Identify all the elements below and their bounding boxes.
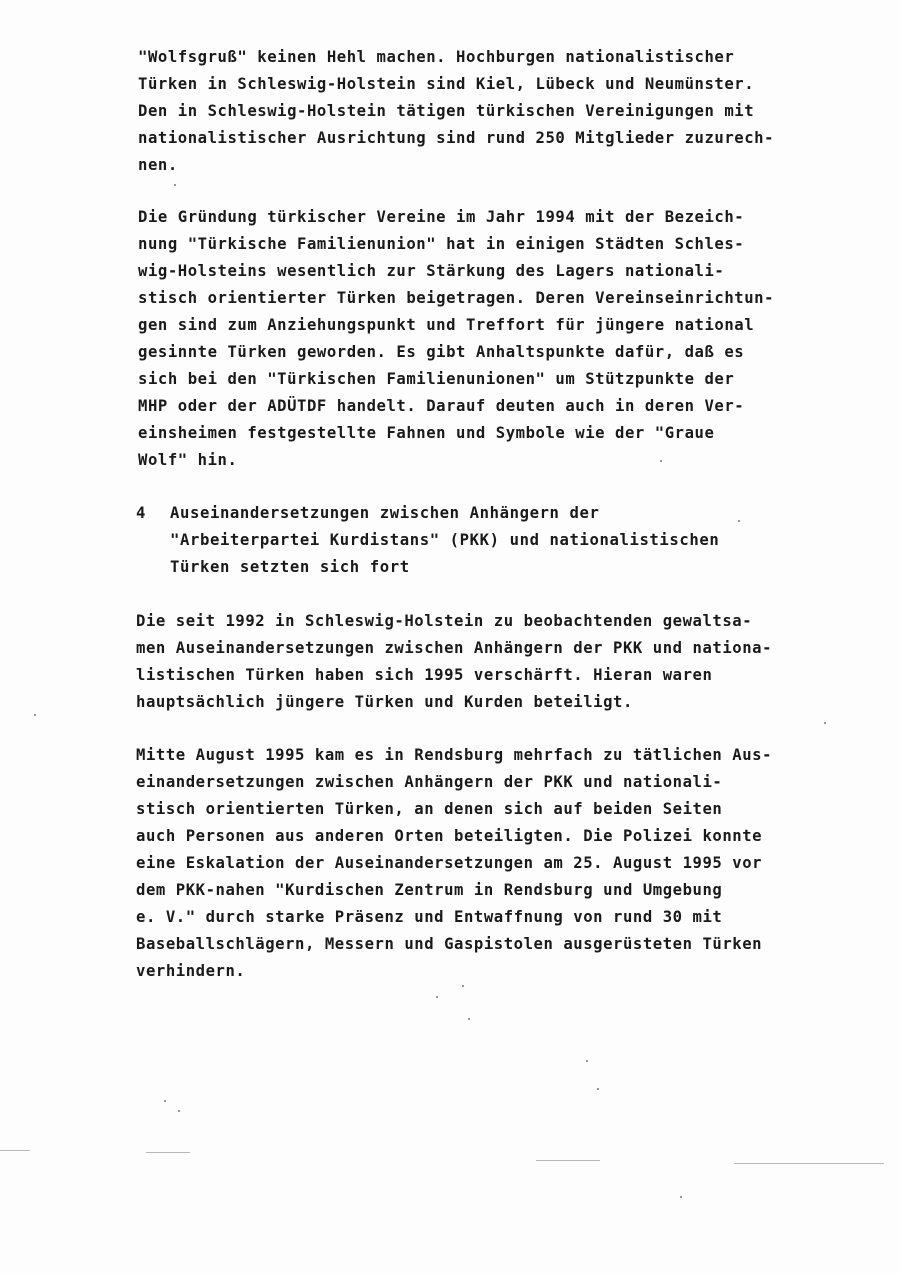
- scan-speck: [597, 1088, 599, 1090]
- scan-speck: [174, 184, 176, 186]
- paragraph-line: e. V." durch starke Präsenz und Entwaffnung von rund 30 mit: [136, 908, 723, 926]
- paragraph-line: sich bei den "Türkischen Familienunionen" um Stützpunkte der: [138, 370, 735, 388]
- paragraph-line: Die Gründung türkischer Vereine im Jahr 1994 mit der Bezeich-: [138, 208, 745, 226]
- paragraph-line: gesinnte Türken geworden. Es gibt Anhaltspunkte dafür, daß es: [138, 343, 745, 361]
- paragraph-line: verhindern.: [136, 962, 246, 980]
- scan-line: [0, 1150, 30, 1151]
- paragraph-line: Die seit 1992 in Schleswig-Holstein zu beobachtenden gewaltsa-: [136, 612, 753, 630]
- paragraph-line: nen.: [138, 156, 178, 174]
- paragraph-line: eine Eskalation der Auseinandersetzungen am 25. August 1995 vor: [136, 854, 763, 872]
- paragraph-line: dem PKK-nahen "Kurdischen Zentrum in Rendsburg und Umgebung: [136, 881, 723, 899]
- scan-speck: [660, 460, 662, 462]
- scan-speck: [468, 1018, 470, 1020]
- paragraph-line: wig-Holsteins wesentlich zur Stärkung des Lagers nationali-: [138, 262, 725, 280]
- paragraph-line: Baseballschlägern, Messern und Gaspistolen ausgerüsteten Türken: [136, 935, 763, 953]
- paragraph-line: stisch orientierter Türken beigetragen. Deren Vereinseinrichtun-: [138, 289, 775, 307]
- paragraph-line: listischen Türken haben sich 1995 verschärft. Hieran waren: [136, 666, 713, 684]
- section-title-line: "Arbeiterpartei Kurdistans" (PKK) und nationalistischen: [170, 531, 720, 549]
- paragraph-line: stisch orientierten Türken, an denen sich auf beiden Seiten: [136, 800, 723, 818]
- scan-line: [146, 1152, 190, 1153]
- scan-speck: [738, 520, 740, 522]
- paragraph-line: auch Personen aus anderen Orten beteiligten. Die Polizei konnte: [136, 827, 763, 845]
- paragraph-line: hauptsächlich jüngere Türken und Kurden beteiligt.: [136, 693, 633, 711]
- paragraph-line: MHP oder der ADÜTDF handelt. Darauf deuten auch in deren Ver-: [138, 397, 745, 415]
- scan-line: [536, 1160, 600, 1161]
- paragraph-line: nationalistischer Ausrichtung sind rund 250 Mitglieder zuzurech-: [138, 129, 775, 147]
- paragraph-line: Mitte August 1995 kam es in Rendsburg mehrfach zu tätlichen Aus-: [136, 746, 773, 764]
- paragraph-line: nung "Türkische Familienunion" hat in einigen Städten Schles-: [138, 235, 745, 253]
- paragraph-line: einsheimen festgestellte Fahnen und Symbole wie der "Graue: [138, 424, 715, 442]
- scan-speck: [436, 996, 438, 998]
- scan-speck: [586, 1060, 588, 1062]
- paragraph-line: "Wolfsgruß" keinen Hehl machen. Hochburgen nationalistischer: [138, 48, 735, 66]
- scan-speck: [462, 985, 464, 987]
- paragraph-line: Türken in Schleswig-Holstein sind Kiel, Lübeck und Neumünster.: [138, 75, 755, 93]
- paragraph-line: einandersetzungen zwischen Anhängern der PKK und nationali-: [136, 773, 723, 791]
- paragraph-line: Den in Schleswig-Holstein tätigen türkischen Vereinigungen mit: [138, 102, 755, 120]
- scan-line: [734, 1163, 884, 1164]
- paragraph-line: gen sind zum Anziehungspunkt und Treffort für jüngere national: [138, 316, 755, 334]
- scan-speck: [824, 722, 826, 724]
- scan-speck: [178, 1110, 180, 1112]
- scan-speck: [164, 1100, 166, 1102]
- scan-speck: [680, 1196, 682, 1198]
- paragraph-line: men Auseinandersetzungen zwischen Anhängern der PKK und nationa-: [136, 639, 773, 657]
- scan-speck: [34, 714, 36, 716]
- section-title-line: Türken setzten sich fort: [170, 558, 410, 576]
- section-number: 4: [136, 504, 146, 522]
- paragraph-line: Wolf" hin.: [138, 451, 238, 469]
- section-title-line: Auseinandersetzungen zwischen Anhängern der: [170, 504, 600, 522]
